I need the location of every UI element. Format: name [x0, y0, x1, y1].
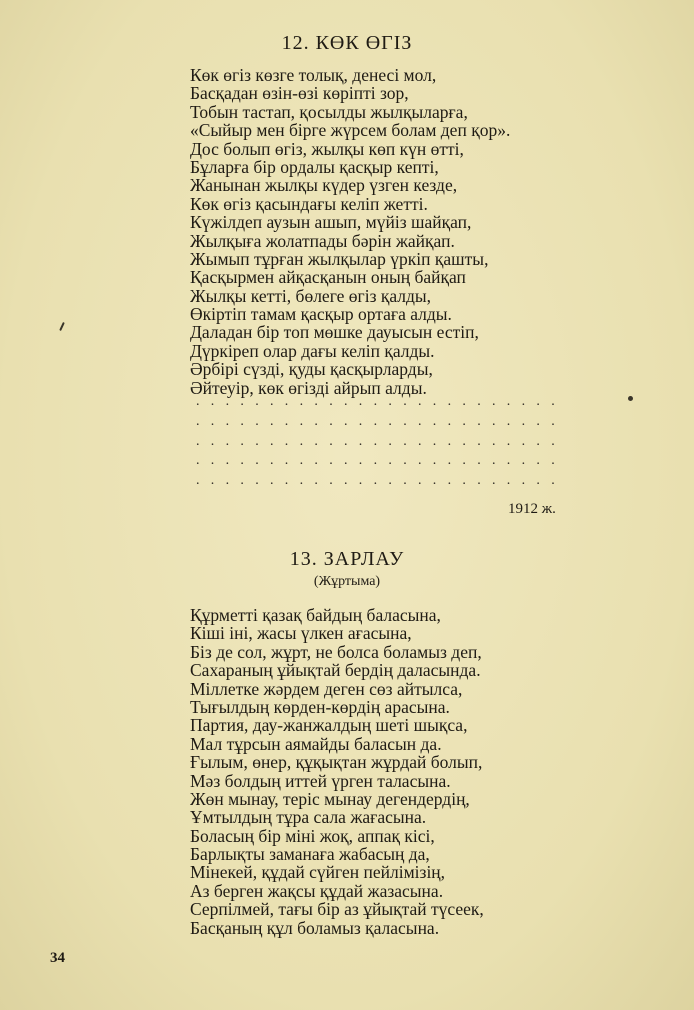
poem-line: Серпілмей, тағы бір аз ұйықтай түсеек,: [190, 899, 484, 920]
poem-line: Міллетке жәрдем деген сөз айтылса,: [190, 678, 463, 699]
poem-line: Жылқыға жолатпады бәрін жайқап.: [190, 230, 455, 251]
poem-line: Аз берген жақсы құдай жазасына.: [190, 880, 444, 901]
poem-line: Мал тұрсын аямайды баласын да.: [190, 733, 442, 754]
poem-line: Тобын тастап, қосылды жылқыларға,: [190, 101, 468, 122]
poem-line: Біз де сол, жұрт, не болса боламыз деп,: [190, 641, 482, 662]
poem-line: Басқадан өзін-өзі көріпті зор,: [190, 83, 409, 104]
dot-row: . . . . . . . . . . . . . . . . . . . . . . . . .: [196, 453, 559, 469]
poem-subtitle: (Жұртыма): [313, 574, 381, 589]
poem-line: Ғылым, өнер, құқықтан жұрдай болып,: [190, 752, 483, 773]
dot-row: . . . . . . . . . . . . . . . . . . . . . . . . .: [196, 433, 559, 449]
poem-line: Қасқырмен айқасқанын оның байқап: [190, 267, 466, 288]
poem-title: 13. ЗАРЛАУ: [289, 548, 405, 570]
poem-line: Бұларға бір ордалы қасқыр кепті,: [190, 156, 439, 177]
margin-mark: [628, 396, 633, 401]
poem-line: Сахараның ұйықтай бердің даласында.: [190, 660, 481, 681]
poem-line: «Сыйыр мен бірге жүрсем болам деп қор».: [190, 120, 511, 141]
omission-dots: [196, 392, 559, 491]
poem-line: Көк өгіз қасындағы келіп жетті.: [190, 193, 428, 214]
poem-line: Жылқы кетті, бөлеге өгіз қалды,: [190, 285, 432, 306]
dot-row: . . . . . . . . . . . . . . . . . . . . . . . . .: [196, 394, 559, 409]
page-number: 34: [50, 950, 65, 966]
poem-date: 1912 ж.: [508, 501, 556, 517]
poem-line: Көк өгіз көзге толық, денесі мол,: [190, 65, 437, 85]
poem-line: Барлықты заманаға жабасың да,: [190, 844, 430, 865]
poem-line: Құрметті қазақ байдың баласына,: [190, 605, 441, 625]
poem-line: Тығылдың көрден-көрдің арасына.: [190, 696, 450, 717]
poem-line: Басқаның құл боламыз қаласына.: [190, 917, 440, 938]
poem-line: Кіші іні, жасы үлкен ағасына,: [190, 623, 412, 644]
poem-line: Жанынан жылқы күдер үзген кезде,: [190, 175, 458, 196]
dot-row: . . . . . . . . . . . . . . . . . . . . . . . . .: [196, 473, 559, 489]
poem-line: Дүркіреп олар дағы келіп қалды.: [190, 340, 435, 361]
poem-line: Партия, дау-жанжалдың шеті шықса,: [190, 715, 468, 736]
poem-line: Өкіртіп тамам қасқыр ортаға алды.: [190, 304, 452, 325]
margin-mark: [59, 322, 65, 331]
poem-line: Әйтеуір, көк өгізді айрып алды.: [190, 377, 427, 398]
dot-row: . . . . . . . . . . . . . . . . . . . . . . . . .: [196, 413, 559, 429]
poem-line: Мінекей, құдай сүйген пейлімізің,: [190, 862, 446, 883]
poem-line: Боласың бір міні жоқ, аппақ кісі,: [190, 825, 435, 846]
poem-body: [190, 66, 510, 397]
poem-line: Даладан бір топ мөшке дауысын естіп,: [190, 322, 479, 343]
poem-body: [190, 606, 484, 937]
poem-line: Әрбірі сүзді, қуды қасқырларды,: [190, 359, 433, 380]
poem-line: Жөн мынау, теріс мынау дегендердің,: [190, 788, 470, 809]
poem-line: Мәз болдың иттей үрген таласына.: [190, 770, 451, 791]
poem-line: Ұмтылдың тұра сала жағасына.: [190, 807, 427, 828]
poem-title: 12. КӨК ӨГІЗ: [281, 32, 413, 54]
poem-line: Жымып тұрған жылқылар үркіп қашты,: [190, 248, 489, 269]
poem-line: Күжілдеп аузын ашып, мүйіз шайқап,: [190, 212, 472, 233]
poem-line: Дос болып өгіз, жылқы көп күн өтті,: [190, 138, 464, 159]
